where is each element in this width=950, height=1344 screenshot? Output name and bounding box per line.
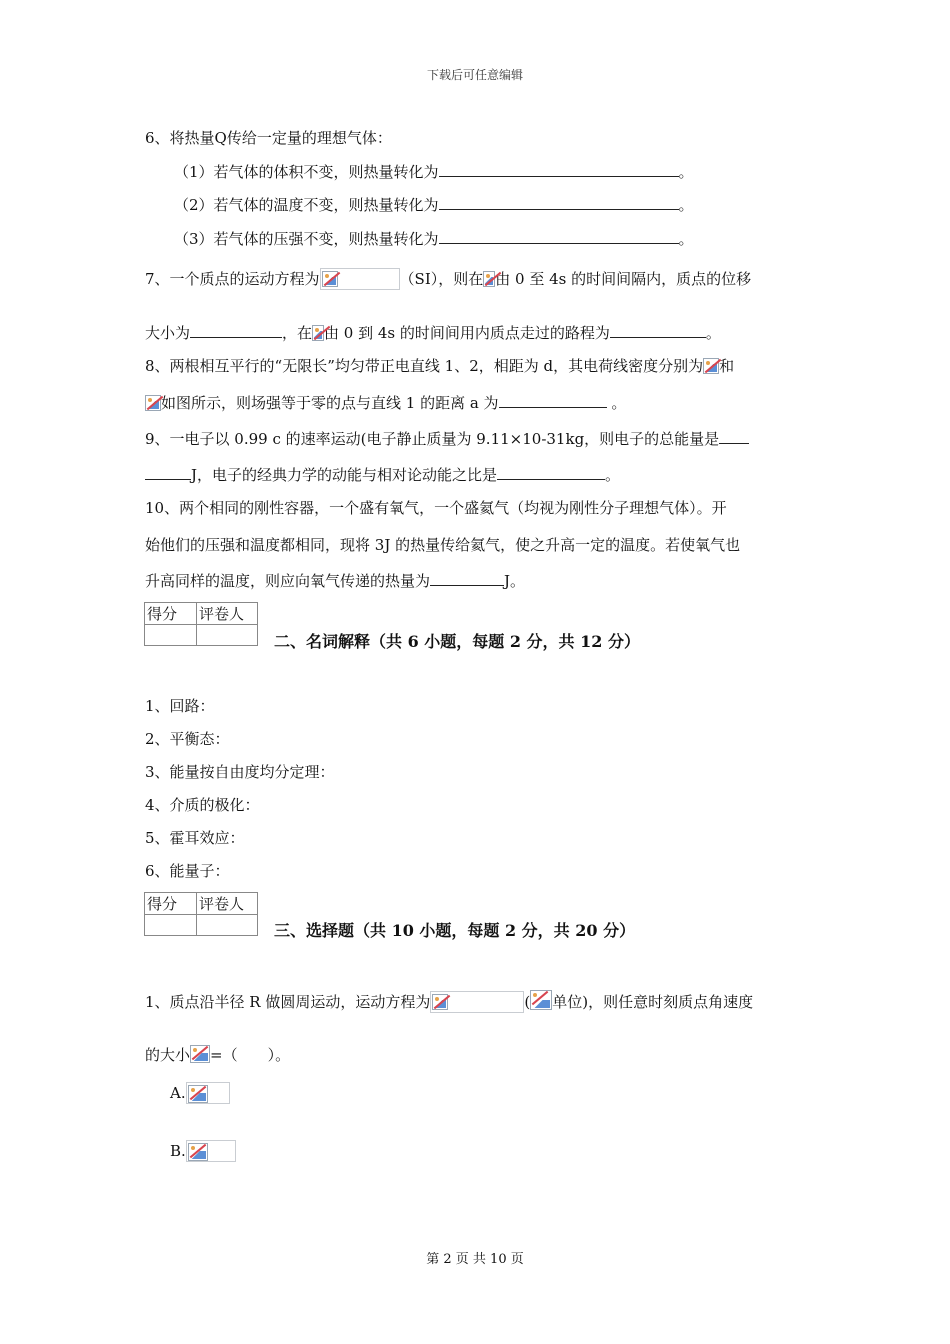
mc-q1-line1	[145, 990, 753, 1013]
score-table	[144, 892, 258, 936]
option-a-label: A.	[170, 1084, 186, 1102]
broken-image-icon	[188, 1085, 208, 1103]
answer-blank	[497, 465, 605, 480]
term-item-5: 5、霍耳效应：	[145, 829, 245, 847]
answer-blank	[430, 571, 504, 586]
equation-image	[430, 991, 524, 1013]
q9-text-a: 9、一电子以 0.99 c 的速率运动(电子静止质量为 9.11×10-31kg，则电子的总能量是	[145, 430, 720, 448]
mc-q1-text-e: =（ ）。	[210, 1046, 291, 1064]
q9-text-b: J，电子的经典力学的动能与相对论动能之比是	[191, 466, 498, 484]
option-b[interactable]	[170, 1140, 236, 1162]
mc-q1-line2	[145, 1045, 290, 1065]
answer-blank	[439, 195, 679, 210]
broken-image-icon	[190, 1045, 210, 1063]
option-b-label: B.	[170, 1142, 186, 1160]
q8-line1	[145, 356, 734, 376]
period: 。	[678, 163, 694, 181]
q8-line2	[145, 393, 626, 413]
period: 。	[605, 466, 621, 484]
q9-line2	[145, 465, 620, 485]
q6-sub2-text: （2）若气体的温度不变，则热量转化为	[174, 196, 439, 214]
answer-blank	[610, 323, 706, 338]
page-footer: 第 2 页 共 10 页	[426, 1252, 524, 1267]
equation-image	[320, 268, 400, 290]
term-item-3: 3、能量按自由度均分定理：	[145, 763, 335, 781]
score-table	[144, 602, 258, 646]
mc-q1-text-d: 的大小	[145, 1046, 191, 1064]
score-cell	[145, 625, 197, 646]
broken-image-icon	[188, 1143, 208, 1161]
term-item-2: 2、平衡态：	[145, 730, 230, 748]
broken-image-icon	[322, 271, 338, 287]
q6-sub3	[174, 229, 694, 249]
q6-sub1	[174, 162, 694, 182]
option-a-image	[186, 1082, 230, 1104]
mc-q1-text-b: (	[524, 993, 531, 1011]
page-header: 下载后可任意编辑	[426, 68, 523, 82]
q7-text-d: 大小为	[145, 324, 191, 342]
q7-text-b: （SI），则在	[399, 270, 484, 288]
broken-image-icon	[703, 358, 719, 374]
q7-text-a: 7、一个质点的运动方程为	[145, 270, 320, 288]
answer-blank	[190, 323, 282, 338]
term-item-4: 4、介质的极化：	[145, 796, 260, 814]
q8-text-c: 如图所示，则场强等于零的点与直线 1 的距离 a 为	[161, 394, 499, 412]
answer-blank	[499, 393, 607, 408]
q8-text-b: 和	[719, 357, 735, 375]
answer-blank	[439, 229, 679, 244]
grader-label: 评卷人	[197, 603, 258, 625]
period: 。	[678, 196, 694, 214]
q6-stem: 6、将热量Q传给一定量的理想气体：	[145, 129, 392, 147]
q10-line2: 始他们的压强和温度都相同，现将 3J 的热量传给氦气，使之升高一定的温度。若使氧气也	[145, 536, 741, 554]
q10-line3	[145, 571, 525, 591]
broken-image-icon	[530, 990, 552, 1010]
mc-q1-text-a: 1、质点沿半径 R 做圆周运动，运动方程为	[145, 993, 431, 1011]
term-item-6: 6、能量子：	[145, 862, 230, 880]
period: 。	[705, 324, 721, 342]
term-item-1: 1、回路：	[145, 697, 215, 715]
grader-cell	[197, 915, 258, 936]
mc-q1-text-c: 单位)，则任意时刻质点角速度	[552, 993, 754, 1011]
score-label: 得分	[145, 893, 197, 915]
q6-sub3-text: （3）若气体的压强不变，则热量转化为	[174, 230, 439, 248]
score-label: 得分	[145, 603, 197, 625]
q6-sub1-text: （1）若气体的体积不变，则热量转化为	[174, 163, 439, 181]
section2-title: 二、名词解释（共 6 小题，每题 2 分，共 12 分）	[274, 632, 640, 651]
q7-text-f: 由 0 到 4s 的时间间用内质点走过的路程为	[324, 324, 610, 342]
broken-image-icon	[483, 271, 495, 287]
option-a[interactable]	[170, 1082, 230, 1104]
broken-image-icon	[432, 994, 448, 1010]
broken-image-icon	[145, 395, 161, 411]
answer-blank	[439, 162, 679, 177]
score-cell	[145, 915, 197, 936]
q8-text-a: 8、两根相互平行的“无限长”均匀带正电直线 1、2，相距为 d，其电荷线密度分别为	[145, 357, 704, 375]
q10-text-d: J。	[504, 572, 526, 590]
q7-text-e: ，在	[282, 324, 313, 342]
q9-line1	[145, 429, 749, 449]
grader-cell	[197, 625, 258, 646]
period: 。	[678, 230, 694, 248]
period: 。	[606, 394, 627, 412]
grader-label: 评卷人	[197, 893, 258, 915]
section3-title: 三、选择题（共 10 小题，每题 2 分，共 20 分）	[274, 921, 636, 940]
answer-blank	[719, 429, 749, 444]
q7-line2	[145, 323, 721, 343]
q10-line1: 10、两个相同的刚性容器，一个盛有氧气，一个盛氦气（均视为刚性分子理想气体）。开	[145, 499, 727, 517]
q7-text-c: 由 0 至 4s 的时间间隔内，质点的位移	[495, 270, 752, 288]
answer-blank	[145, 465, 191, 480]
q10-text-c: 升高同样的温度，则应向氧气传递的热量为	[145, 572, 431, 590]
broken-image-icon	[312, 325, 324, 341]
q7-line1	[145, 268, 751, 290]
option-b-image	[186, 1140, 236, 1162]
q6-sub2	[174, 195, 694, 215]
